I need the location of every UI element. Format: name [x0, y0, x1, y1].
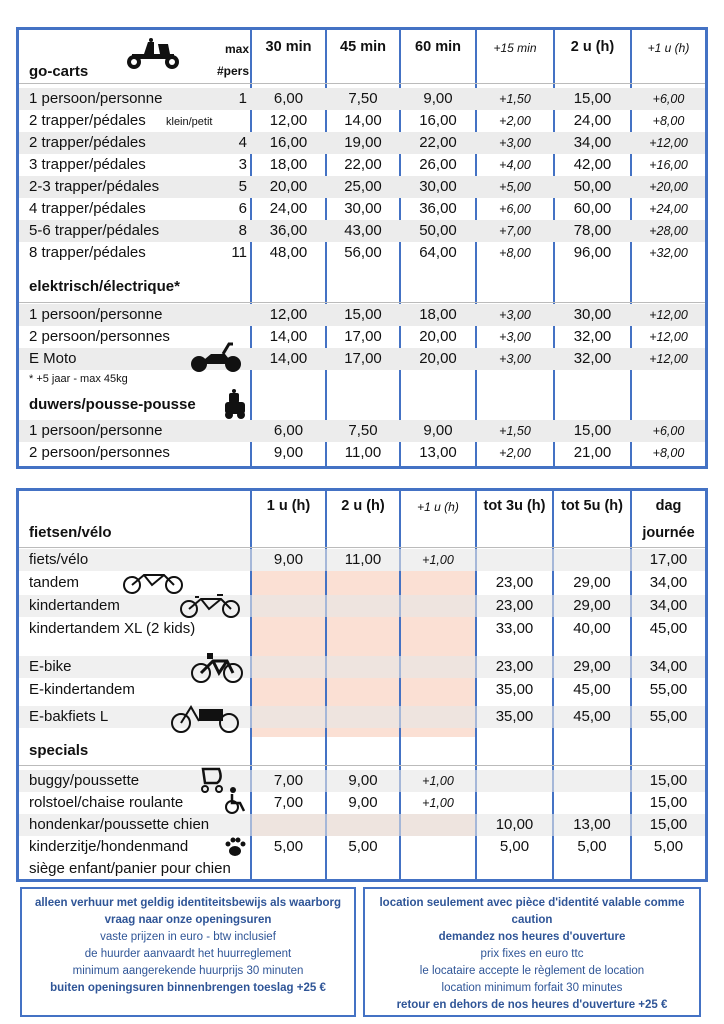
kindertandem-icon	[179, 593, 241, 619]
price-cell: 29,00	[573, 597, 611, 614]
section-title: elektrisch/électrique*	[29, 278, 180, 295]
table-row	[19, 88, 705, 110]
max-persons	[209, 110, 247, 132]
col-60min-header: 60 min	[415, 39, 461, 55]
price-cell: 30,00	[419, 178, 457, 195]
col-1u-header: 1 u (h)	[266, 498, 311, 514]
price-cell: 35,00	[495, 681, 534, 698]
price-cell	[401, 706, 475, 728]
price-cell: +1,00	[422, 796, 454, 810]
price-cell: 23,00	[495, 574, 534, 591]
price-cell	[401, 836, 475, 858]
pusher-car-icon	[222, 388, 248, 420]
table-row	[19, 348, 705, 370]
row-label: rolstoel/chaise roulante	[29, 794, 184, 811]
price-cell: 12,00	[269, 306, 308, 323]
price-cell: 15,00	[344, 306, 382, 323]
price-cell: 12,00	[269, 112, 308, 129]
price-cell: 48,00	[269, 244, 308, 261]
bike-price-table	[16, 488, 708, 882]
price-cell: 21,00	[573, 444, 612, 461]
price-cell	[327, 814, 399, 836]
price-cell: 7,50	[348, 90, 378, 107]
price-cell: 18,00	[419, 306, 457, 323]
section-go-carts: go-carts	[29, 63, 89, 80]
price-cell: 32,00	[573, 350, 612, 367]
table-row	[19, 836, 705, 858]
price-cell	[401, 656, 475, 678]
table-row	[19, 110, 705, 132]
max-persons	[209, 420, 247, 442]
info-fr-line6: retour en dehors de nos heures d'ouverture +25 €	[396, 999, 668, 1011]
row-label: 1 persoon/personne	[29, 306, 163, 323]
price-cell: +1,00	[422, 774, 454, 788]
price-cell: 64,00	[419, 244, 457, 261]
row-label: 3 trapper/pédales	[29, 156, 146, 173]
price-cell: 9,00	[273, 551, 304, 568]
row-label: 1 persoon/personne	[29, 422, 163, 439]
price-cell	[477, 549, 552, 571]
price-cell: 6,00	[273, 90, 304, 107]
price-cell: 15,00	[649, 772, 688, 789]
price-cell: +20,00	[649, 180, 688, 194]
row-label-suffix: klein/petit	[166, 116, 213, 128]
price-cell: 13,00	[573, 816, 611, 833]
col-30min-header: 30 min	[265, 39, 312, 55]
col-45min-header: 45 min	[340, 39, 386, 55]
price-cell: 5,00	[653, 838, 684, 855]
price-cell: 9,00	[348, 794, 378, 811]
price-cell: +28,00	[649, 224, 688, 238]
price-cell: 22,00	[344, 156, 382, 173]
price-cell	[477, 858, 552, 880]
price-cell: +3,00	[499, 330, 531, 344]
price-cell: 32,00	[573, 328, 612, 345]
price-cell: 9,00	[348, 772, 378, 789]
table-row	[19, 706, 705, 728]
price-cell	[477, 792, 552, 814]
price-cell: +12,00	[649, 352, 688, 366]
info-fr-line2: demandez nos heures d'ouverture	[438, 931, 626, 943]
price-cell: 55,00	[649, 708, 688, 725]
row-label: E Moto	[29, 350, 77, 367]
row-label: 4 trapper/pédales	[29, 200, 146, 217]
price-cell	[401, 572, 475, 594]
col-2u-header: 2 u (h)	[341, 498, 385, 514]
price-cell: 29,00	[573, 574, 611, 591]
max-persons: 8	[238, 222, 247, 239]
price-cell: 23,00	[495, 597, 534, 614]
price-cell: 34,00	[573, 134, 612, 151]
price-cell: 56,00	[344, 244, 382, 261]
col-2u-header: 2 u (h)	[570, 39, 615, 55]
price-cell: 60,00	[573, 200, 612, 217]
info-nl-line5: minimum aangerekende huurprijs 30 minuten	[72, 965, 304, 977]
row-label: E-bakfiets L	[29, 708, 109, 725]
footnote: * +5 jaar - max 45kg	[29, 373, 128, 385]
price-cell: +3,00	[499, 136, 531, 150]
price-cell: 17,00	[649, 551, 688, 568]
price-cell	[477, 770, 552, 792]
price-cell	[401, 814, 475, 836]
price-cell	[327, 656, 399, 678]
price-cell: +6,00	[652, 424, 685, 438]
section-title: fietsen/vélo	[29, 524, 112, 541]
table-row	[19, 595, 705, 617]
price-cell: 20,00	[269, 178, 308, 195]
price-cell: 36,00	[269, 222, 308, 239]
table-row	[19, 618, 705, 640]
price-cell	[554, 792, 630, 814]
max-persons	[209, 304, 247, 326]
go-cart-price-table	[16, 27, 708, 469]
price-cell	[252, 618, 325, 640]
col-plus15-header: +15 min	[493, 41, 537, 55]
price-cell: 36,00	[419, 200, 457, 217]
price-cell	[401, 595, 475, 617]
price-cell: +4,00	[499, 158, 531, 172]
price-cell: +3,00	[499, 352, 531, 366]
row-label: 5-6 trapper/pédales	[29, 222, 160, 239]
price-cell	[554, 858, 630, 880]
price-cell	[327, 679, 399, 701]
price-cell: 16,00	[419, 112, 457, 129]
price-cell: 15,00	[649, 816, 688, 833]
table-row	[19, 176, 705, 198]
col-tot5u-header: tot 5u (h)	[560, 498, 623, 514]
price-cell: +8,00	[499, 246, 531, 260]
price-cell	[554, 770, 630, 792]
price-cell: 6,00	[273, 422, 304, 439]
row-label: 2-3 trapper/pédales	[29, 178, 160, 195]
price-cell: 10,00	[495, 816, 534, 833]
row-label: 2 trapper/pédales	[29, 112, 146, 129]
row-label: tandem	[29, 574, 80, 591]
price-cell	[252, 595, 325, 617]
price-cell: +2,00	[499, 446, 531, 460]
price-cell	[252, 858, 325, 880]
price-cell: 34,00	[649, 574, 688, 591]
price-cell: 35,00	[495, 708, 534, 725]
price-cell	[401, 618, 475, 640]
col-tot3u-header: tot 3u (h)	[483, 498, 546, 514]
price-cell: 14,00	[269, 350, 308, 367]
row-label: kindertandem XL (2 kids)	[29, 620, 196, 637]
e-moto-icon	[189, 340, 243, 374]
price-cell: +3,00	[499, 308, 531, 322]
price-cell: 23,00	[495, 658, 534, 675]
price-cell: 22,00	[419, 134, 457, 151]
info-fr-line4: le locataire accepte le règlement de location	[419, 965, 645, 977]
price-cell: 5,00	[577, 838, 607, 855]
price-cell	[252, 572, 325, 594]
table-row	[19, 679, 705, 701]
price-cell: 30,00	[344, 200, 382, 217]
price-cell	[327, 618, 399, 640]
price-cell	[327, 858, 399, 880]
price-cell	[252, 679, 325, 701]
price-cell: 15,00	[649, 794, 688, 811]
row-label: E-kindertandem	[29, 681, 135, 698]
price-cell: 30,00	[573, 306, 612, 323]
price-cell: 14,00	[344, 112, 382, 129]
max-persons: 11	[231, 244, 247, 261]
table-row	[19, 198, 705, 220]
tandem-icon	[122, 569, 184, 595]
price-cell	[252, 814, 325, 836]
row-label: 1 persoon/personne	[29, 90, 163, 107]
price-cell: 15,00	[573, 90, 612, 107]
price-cell: 5,00	[348, 838, 378, 855]
price-cell: +6,00	[499, 202, 531, 216]
price-cell: 13,00	[419, 444, 457, 461]
table-row	[19, 132, 705, 154]
price-cell: +12,00	[649, 330, 688, 344]
price-cell: 20,00	[419, 350, 457, 367]
table-row	[19, 420, 705, 442]
section-title: duwers/pousse-pousse	[29, 396, 196, 413]
price-cell: 25,00	[344, 178, 382, 195]
price-cell: 34,00	[649, 597, 688, 614]
price-cell	[327, 572, 399, 594]
max-persons: 3	[238, 156, 247, 173]
price-cell	[632, 858, 705, 880]
pers-header: #pers	[216, 64, 249, 78]
price-cell: 16,00	[269, 134, 308, 151]
price-cell: 15,00	[573, 422, 612, 439]
price-cell	[252, 656, 325, 678]
row-label: siège enfant/panier pour chien	[29, 860, 231, 877]
info-box-french	[363, 887, 701, 1017]
price-cell: 18,00	[269, 156, 308, 173]
max-persons: 1	[238, 90, 247, 107]
table-row	[19, 792, 705, 814]
price-cell: 96,00	[573, 244, 612, 261]
info-fr-line1: location seulement avec pièce d'identité valable comme caution	[379, 897, 685, 926]
e-bike-icon	[189, 651, 245, 685]
table-row	[19, 858, 705, 880]
price-cell: +6,00	[652, 92, 685, 106]
price-cell: 24,00	[573, 112, 612, 129]
info-nl-line3: vaste prijzen in euro - btw inclusief	[100, 931, 276, 943]
max-persons: 4	[238, 134, 247, 151]
price-cell: +2,00	[499, 114, 531, 128]
row-label: 2 trapper/pédales	[29, 134, 146, 151]
info-nl-line1: alleen verhuur met geldig identiteitsbewijs als waarborg	[34, 897, 342, 909]
price-cell: +7,00	[499, 224, 531, 238]
price-cell: 9,00	[423, 422, 453, 439]
price-cell: 45,00	[649, 620, 688, 637]
price-cell: +16,00	[649, 158, 688, 172]
row-label: 2 persoon/personnes	[29, 328, 170, 345]
price-cell: 34,00	[649, 658, 688, 675]
price-cell: 78,00	[573, 222, 612, 239]
info-fr-line3: prix fixes en euro ttc	[480, 948, 584, 960]
price-cell: 42,00	[573, 156, 612, 173]
price-cell: 50,00	[419, 222, 457, 239]
price-cell: 7,00	[273, 772, 304, 789]
price-cell: 40,00	[573, 620, 611, 637]
col-journee-header: journée	[642, 525, 695, 541]
go-cart-icon	[124, 38, 184, 70]
row-label: buggy/poussette	[29, 772, 140, 789]
price-cell: +32,00	[649, 246, 688, 260]
col-plus1u-header: +1 u (h)	[647, 41, 690, 55]
cargo-bike-icon	[169, 701, 241, 735]
info-nl-line4: de huurder aanvaardt het huurreglement	[84, 948, 292, 960]
row-label: E-bike	[29, 658, 72, 675]
row-label: kindertandem	[29, 597, 120, 614]
price-cell: 45,00	[573, 708, 611, 725]
info-box-dutch	[20, 887, 356, 1017]
table-row	[19, 770, 705, 792]
price-cell: +1,50	[499, 424, 531, 438]
price-cell: 29,00	[573, 658, 611, 675]
price-cell: +12,00	[649, 136, 688, 150]
price-cell: 14,00	[269, 328, 308, 345]
info-fr-line5: location minimum forfait 30 minutes	[441, 982, 623, 994]
price-cell	[554, 549, 630, 571]
price-cell: +24,00	[649, 202, 688, 216]
price-cell: 5,00	[499, 838, 530, 855]
table-row	[19, 814, 705, 836]
max-header: max	[224, 42, 249, 56]
max-persons: 5	[238, 178, 247, 195]
table-row	[19, 326, 705, 348]
table-row	[19, 656, 705, 678]
price-cell: 20,00	[419, 328, 457, 345]
price-cell: 43,00	[344, 222, 382, 239]
paw-icon	[223, 835, 247, 859]
price-cell	[327, 595, 399, 617]
price-cell: 11,00	[344, 444, 382, 461]
price-cell: 24,00	[269, 200, 308, 217]
price-cell	[401, 858, 475, 880]
table-row	[19, 154, 705, 176]
price-cell: 55,00	[649, 681, 688, 698]
price-cell: 17,00	[344, 328, 382, 345]
col-plus1u-header: +1 u (h)	[417, 500, 459, 514]
col-dag-header: dag	[655, 498, 682, 514]
info-nl-line2: vraag naar onze openingsuren	[104, 914, 272, 926]
price-cell: 33,00	[495, 620, 534, 637]
price-cell: 45,00	[573, 681, 611, 698]
price-cell	[401, 679, 475, 701]
price-cell: 9,00	[423, 90, 453, 107]
price-cell: +1,50	[499, 92, 531, 106]
section-title: specials	[29, 742, 89, 759]
info-nl-line6: buiten openingsuren binnenbrengen toeslag +25 €	[50, 982, 326, 994]
price-cell: 26,00	[419, 156, 457, 173]
row-label: hondenkar/poussette chien	[29, 816, 210, 833]
price-cell: 9,00	[273, 444, 304, 461]
row-label: 8 trapper/pédales	[29, 244, 146, 261]
max-persons	[209, 442, 247, 464]
max-persons: 6	[238, 200, 247, 217]
row-label: fiets/vélo	[29, 551, 89, 568]
table-row	[19, 304, 705, 326]
row-label: kinderzitje/hondenmand	[29, 838, 189, 855]
price-cell: 7,00	[273, 794, 304, 811]
price-cell: 5,00	[273, 838, 304, 855]
table-row	[19, 549, 705, 571]
price-cell: +5,00	[499, 180, 531, 194]
price-cell: +8,00	[652, 114, 685, 128]
price-cell: 11,00	[344, 551, 382, 568]
price-cell: 7,50	[348, 422, 378, 439]
price-cell: 19,00	[344, 134, 382, 151]
wheelchair-icon	[222, 787, 248, 815]
table-row	[19, 220, 705, 242]
price-cell: +1,00	[422, 553, 454, 567]
price-cell: 17,00	[344, 350, 382, 367]
table-row	[19, 442, 705, 464]
price-cell	[327, 706, 399, 728]
price-cell	[252, 706, 325, 728]
price-cell: 50,00	[573, 178, 612, 195]
price-cell: +8,00	[652, 446, 685, 460]
table-row	[19, 242, 705, 264]
price-cell: +12,00	[649, 308, 688, 322]
row-label: 2 persoon/personnes	[29, 444, 170, 461]
